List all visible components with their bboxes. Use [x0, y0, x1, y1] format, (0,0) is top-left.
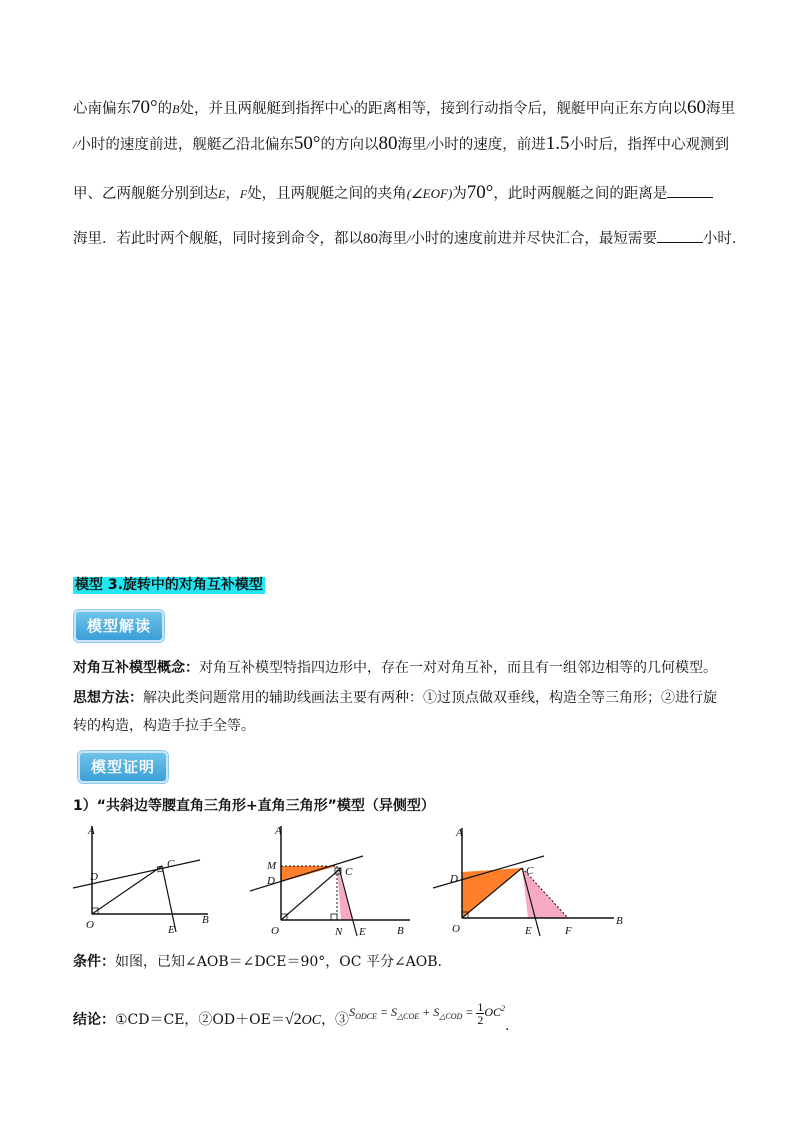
fig2-label-E: E — [359, 926, 366, 938]
fig3-label-D: D — [450, 873, 458, 885]
fig2-label-B: B — [397, 925, 404, 937]
fig2-label-M: M — [267, 860, 277, 872]
conclusion-line: 结论：①CD＝CE，②OD＋OE＝√2OC，$③S_{ODCE} = S_{\triangle COE} + S_{\triangle COD}$ = $\frac{1}{2}$ $OC^2$. — [73, 994, 510, 1041]
fig1-label-B: B — [202, 914, 209, 926]
fig1-label-O: O — [86, 919, 94, 931]
fig3-label-O: O — [452, 923, 460, 935]
answer-blank-2 — [657, 228, 703, 243]
fig1-label-C: C — [167, 858, 175, 870]
concept-line: 对角互补模型概念：对角互补模型特指四边形中，存在一对对角互补，而且有一组邻边相等的几何模型。 — [73, 660, 717, 676]
subsection-title: 1）“共斜边等腰直角三角形+直角三角形”模型（异侧型） — [73, 798, 435, 814]
answer-blank-1 — [667, 183, 713, 198]
fig3-label-B: B — [616, 915, 623, 927]
method-line-2: 转的构造，构造手拉手全等。 — [73, 718, 255, 734]
fig3-label-A: A — [456, 827, 463, 839]
fig3-label-F: F — [565, 925, 572, 937]
problem-line-4: 海里．若此时两个舰艇，同时接到命令，都以80海里/小时的速度前进并尽快汇合，最短需要 小时． — [73, 228, 746, 249]
problem-line-1: 心南偏东70°的B处，并且两舰艇到指挥中心的距离相等，接到行动指令后，舰艇甲向正东方向以60海里 — [73, 97, 735, 118]
fig3-label-E: E — [525, 925, 532, 937]
figure-3 — [428, 822, 628, 940]
fig1-label-E: E — [168, 924, 175, 936]
figure-2 — [245, 822, 420, 940]
area-formula: $S_{ODCE} = S_{\triangle COE} + S_{\triangle COD}$ = $\frac{1}{2}$ $OC^2$ — [349, 999, 506, 1027]
problem-line-3: 甲、乙两舰艇分别到达E，F处，且两舰艇之间的夹角(∠EOF)为70°，此时两舰艇之间的距离是 — [73, 183, 713, 204]
fig2-label-C: C — [345, 866, 353, 878]
fig2-label-D: D — [267, 875, 275, 887]
method-line-1: 思想方法：解决此类问题常用的辅助线画法主要有两种：①过顶点做双垂线，构造全等三角形；②进行旋 — [73, 690, 717, 706]
section-title: 模型 3.旋转中的对角互补模型 — [75, 577, 263, 593]
model-proof-badge: 模型证明 — [78, 751, 168, 783]
condition-line: 条件：如图，已知∠AOB＝∠DCE＝90°，OC 平分∠AOB. — [73, 954, 443, 970]
fig2-label-O: O — [271, 925, 279, 937]
model-interpretation-badge: 模型解读 — [74, 610, 164, 642]
figure-1 — [68, 822, 218, 940]
fig2-label-N: N — [335, 926, 343, 938]
fig2-label-A: A — [275, 825, 282, 837]
problem-line-2: /小时的速度前进，舰艇乙沿北偏东50°的方向以80海里/小时的速度，前进1.5小时后，指挥中心观测到 — [73, 133, 730, 154]
fig3-label-C: C — [526, 865, 534, 877]
fig1-label-D: D — [90, 871, 98, 883]
fig1-label-A: A — [88, 825, 95, 837]
